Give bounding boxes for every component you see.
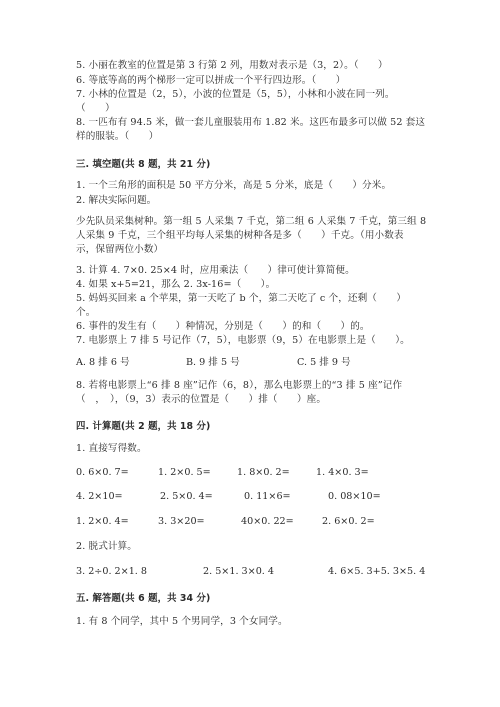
fill-question-5-line1: 5. 妈妈买回来 a 个苹果，第一天吃了 b 个，第二天吃了 c 个，还剩（ ） (76, 293, 407, 304)
option-b: B. 9 排 5 号 (186, 357, 240, 368)
answer-question-1: 1. 有 8 个同学，其中 5 个男同学，3 个女同学。 (76, 616, 288, 627)
calc-item: 2. 5×1. 3×0. 4 (203, 566, 274, 577)
judge-question-7-line1: 7. 小林的位置是（2，5），小波的位置是（5，5），小林和小波在同一列。 (76, 89, 395, 100)
fill-question-7: 7. 电影票上 7 排 5 号记作（7，5），电影票（9，5）在电影票上是（ ）。 (76, 335, 410, 346)
judge-question-6: 6. 等底等高的两个梯形一定可以拼成一个平行四边形。（ ） (76, 75, 346, 86)
judge-question-8-line2: 样的服装。（ ） (76, 131, 159, 142)
section-heading-fill: 三. 填空题(共 8 题，共 21 分) (76, 159, 211, 170)
section-heading-calc: 四. 计算题(共 2 题，共 18 分) (76, 421, 211, 432)
calc-question-2: 2. 脱式计算。 (76, 541, 137, 552)
fill-question-8-line1: 8. 若将电影票上“6 排 8 座”记作（6，8），那么电影票上的“3 排 5 座”记作 (76, 380, 403, 391)
calc-item: 0. 6×0. 7= (76, 467, 129, 478)
fill-question-4: 4. 如果 x+5=21，那么 2. 3x-16=（ ）。 (76, 279, 276, 290)
calc-item: 1. 4×0. 3= (316, 467, 369, 478)
judge-question-7-line2: （ ） (76, 103, 115, 114)
option-c: C. 5 排 9 号 (297, 357, 351, 368)
fill-question-3: 3. 计算 4. 7×0. 25×4 时，应用乘法（ ）律可使计算简便。 (76, 265, 355, 276)
calc-item: 1. 2×0. 5= (158, 467, 211, 478)
judge-question-8-line1: 8. 一匹布有 94.5 米，做一套儿童服装用布 1.82 米。这匹布最多可以做 52 套这 (76, 117, 426, 128)
calc-item: 2. 6×0. 2= (322, 516, 375, 527)
calc-item: 4. 6×5. 3+5. 3×5. 4 (328, 566, 426, 577)
fill-question-2-line2: 人采集 9 千克，三个组平均每人采集的树种各是多（ ）千克。（用小数表 (76, 230, 404, 241)
fill-question-5-line2: 个。 (76, 307, 96, 318)
fill-question-1: 1. 一个三角形的面积是 50 平方分米，高是 5 分米，底是（ ）分米。 (76, 180, 392, 191)
calc-item: 3. 2÷0. 2×1. 8 (76, 566, 147, 577)
option-a: A. 8 排 6 号 (76, 357, 130, 368)
calc-item: 0. 11×6= (244, 491, 291, 502)
calc-item: 40×0. 22= (241, 516, 294, 527)
fill-question-6: 6. 事件的发生有（ ）种情况，分别是（ ）的和（ ）的。 (76, 321, 370, 332)
calc-item: 4. 2×10= (76, 491, 123, 502)
judge-question-5: 5. 小丽在教室的位置是第 3 行第 2 列，用数对表示是（3，2）。（ ） (76, 60, 388, 71)
section-heading-answer: 五. 解答题(共 6 题，共 34 分) (76, 593, 211, 604)
fill-question-2: 2. 解决实际问题。 (76, 195, 157, 206)
fill-question-2-line3: 示，保留两位小数） (76, 244, 164, 255)
fill-question-8-line2: （ ， ），（9，3）表示的位置是（ ）排（ ）座。 (76, 394, 327, 405)
calc-item: 0. 08×10= (328, 491, 381, 502)
calc-item: 3. 3×20= (158, 516, 205, 527)
calc-question-1: 1. 直接写得数。 (76, 443, 147, 454)
calc-item: 1. 8×0. 2= (237, 467, 290, 478)
fill-question-2-line1: 少先队员采集树种。第一组 5 人采集 7 千克，第二组 6 人采集 7 千克，第三组 8 (76, 216, 427, 227)
calc-item: 2. 5×0. 4= (160, 491, 213, 502)
calc-item: 1. 2×0. 4= (76, 516, 129, 527)
